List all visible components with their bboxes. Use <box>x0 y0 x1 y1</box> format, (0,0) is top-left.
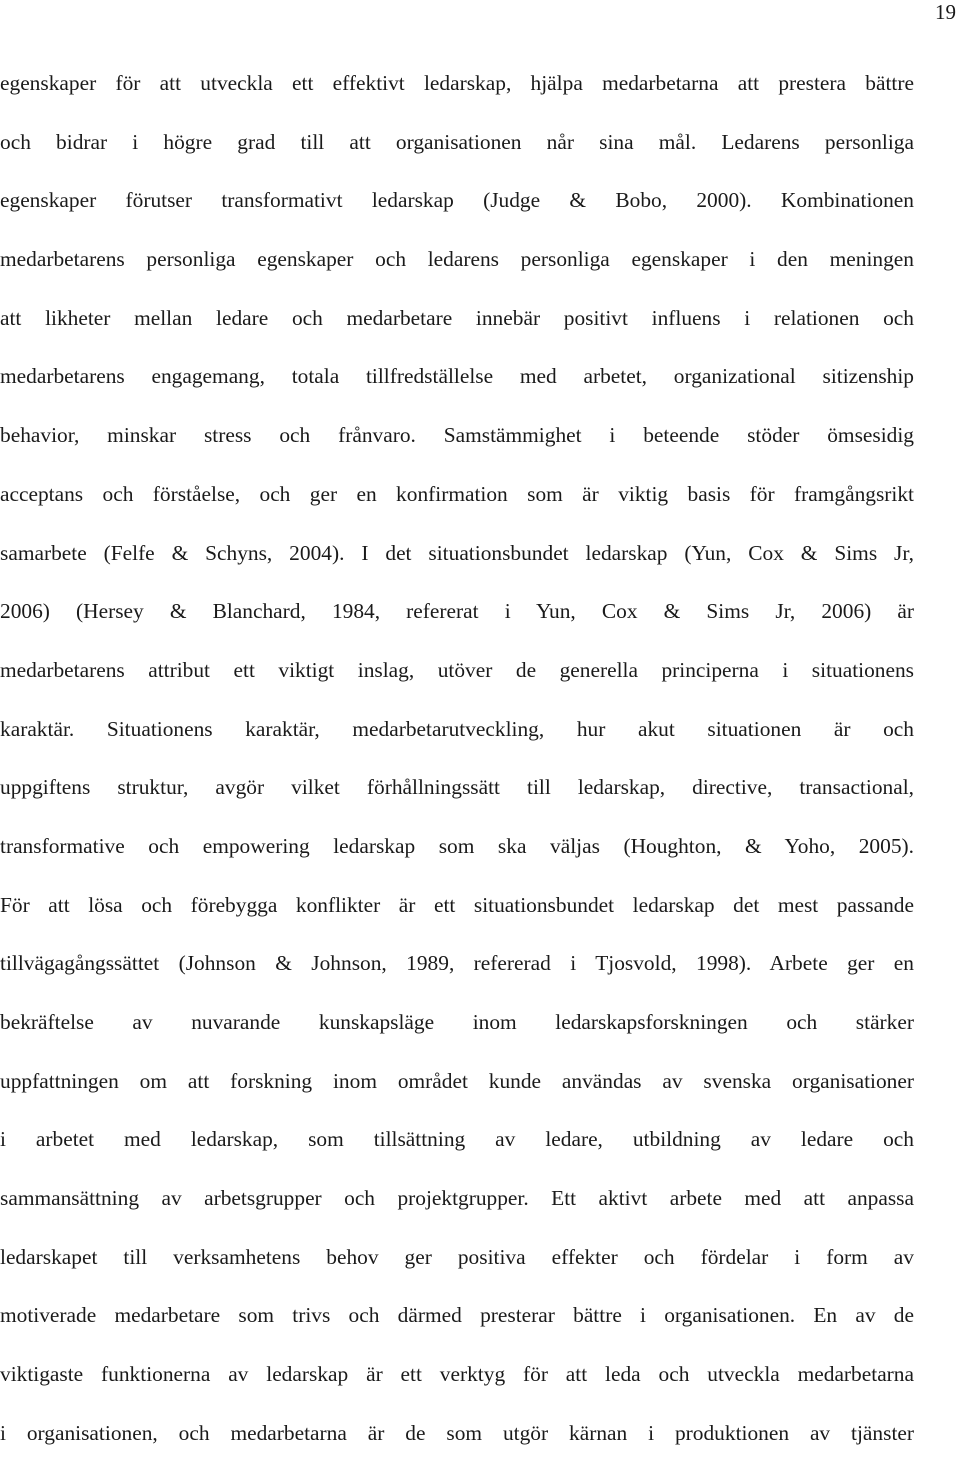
page-number: 19 <box>935 0 956 24</box>
text-line: uppfattningen om att forskning inom området kunde användas av svenska organisationer <box>0 1068 914 1093</box>
text-line: uppgiftens struktur, avgör vilket förhållningssätt till ledarskap, directive, transactional, <box>0 775 914 800</box>
text-line: egenskaper för att utveckla ett effektivt ledarskap, hjälpa medarbetarna att prestera bättre <box>0 71 914 95</box>
body-paragraph <box>0 54 914 1463</box>
text-line: För att lösa och förebygga konflikter är ett situationsbundet ledarskap det mest passande <box>0 892 914 917</box>
text-line: samarbete (Felfe & Schyns, 2004). I det situationsbundet ledarskap (Yun, Cox & Sims Jr, <box>0 540 914 565</box>
text-line: 2006) (Hersey & Blanchard, 1984, refererat i Yun, Cox & Sims Jr, 2006) är <box>0 599 914 624</box>
text-line: ledarskapet till verksamhetens behov ger positiva effekter och fördelar i form av <box>0 1244 914 1269</box>
text-line: sammansättning av arbetsgrupper och projektgrupper. Ett aktivt arbete med att anpassa <box>0 1186 914 1211</box>
text-line: karaktär. Situationens karaktär, medarbetarutveckling, hur akut situationen är och <box>0 716 914 741</box>
text-line: bekräftelse av nuvarande kunskapsläge inom ledarskapsforskningen och stärker <box>0 1010 914 1034</box>
text-line: medarbetarens attribut ett viktigt inslag, utöver de generella principerna i situationens <box>0 657 914 682</box>
text-line: i organisationen, och medarbetarna är de som utgör kärnan i produktionen av tjänster <box>0 1420 914 1445</box>
text-line: och bidrar i högre grad till att organisationen når sina mål. Ledarens personliga <box>0 129 914 154</box>
text-line: transformative och empowering ledarskap som ska väljas (Houghton, & Yoho, 2005). <box>0 833 914 858</box>
text-line: egenskaper förutser transformativt ledarskap (Judge & Bobo, 2000). Kombinationen <box>0 188 914 213</box>
text-line: behavior, minskar stress och frånvaro. Samstämmighet i beteende stöder ömsesidig <box>0 423 914 448</box>
text-line: medarbetarens engagemang, totala tillfredställelse med arbetet, organizational sitizenship <box>0 364 914 389</box>
text-line: motiverade medarbetare som trivs och därmed presterar bättre i organisationen. En av de <box>0 1303 914 1328</box>
text-line: att likheter mellan ledare och medarbetare innebär positivt influens i relationen och <box>0 305 914 330</box>
text-line: i arbetet med ledarskap, som tillsättning av ledare, utbildning av ledare och <box>0 1127 914 1152</box>
text-line: viktigaste funktionerna av ledarskap är ett verktyg för att leda och utveckla medarbetarna <box>0 1362 914 1387</box>
text-line: medarbetarens personliga egenskaper och ledarens personliga egenskaper i den meningen <box>0 247 914 272</box>
text-line: tillvägagångssättet (Johnson & Johnson, 1989, refererad i Tjosvold, 1998). Arbete ger en <box>0 951 914 976</box>
text-line: acceptans och förståelse, och ger en konfirmation som är viktig basis för framgångsrikt <box>0 481 914 506</box>
